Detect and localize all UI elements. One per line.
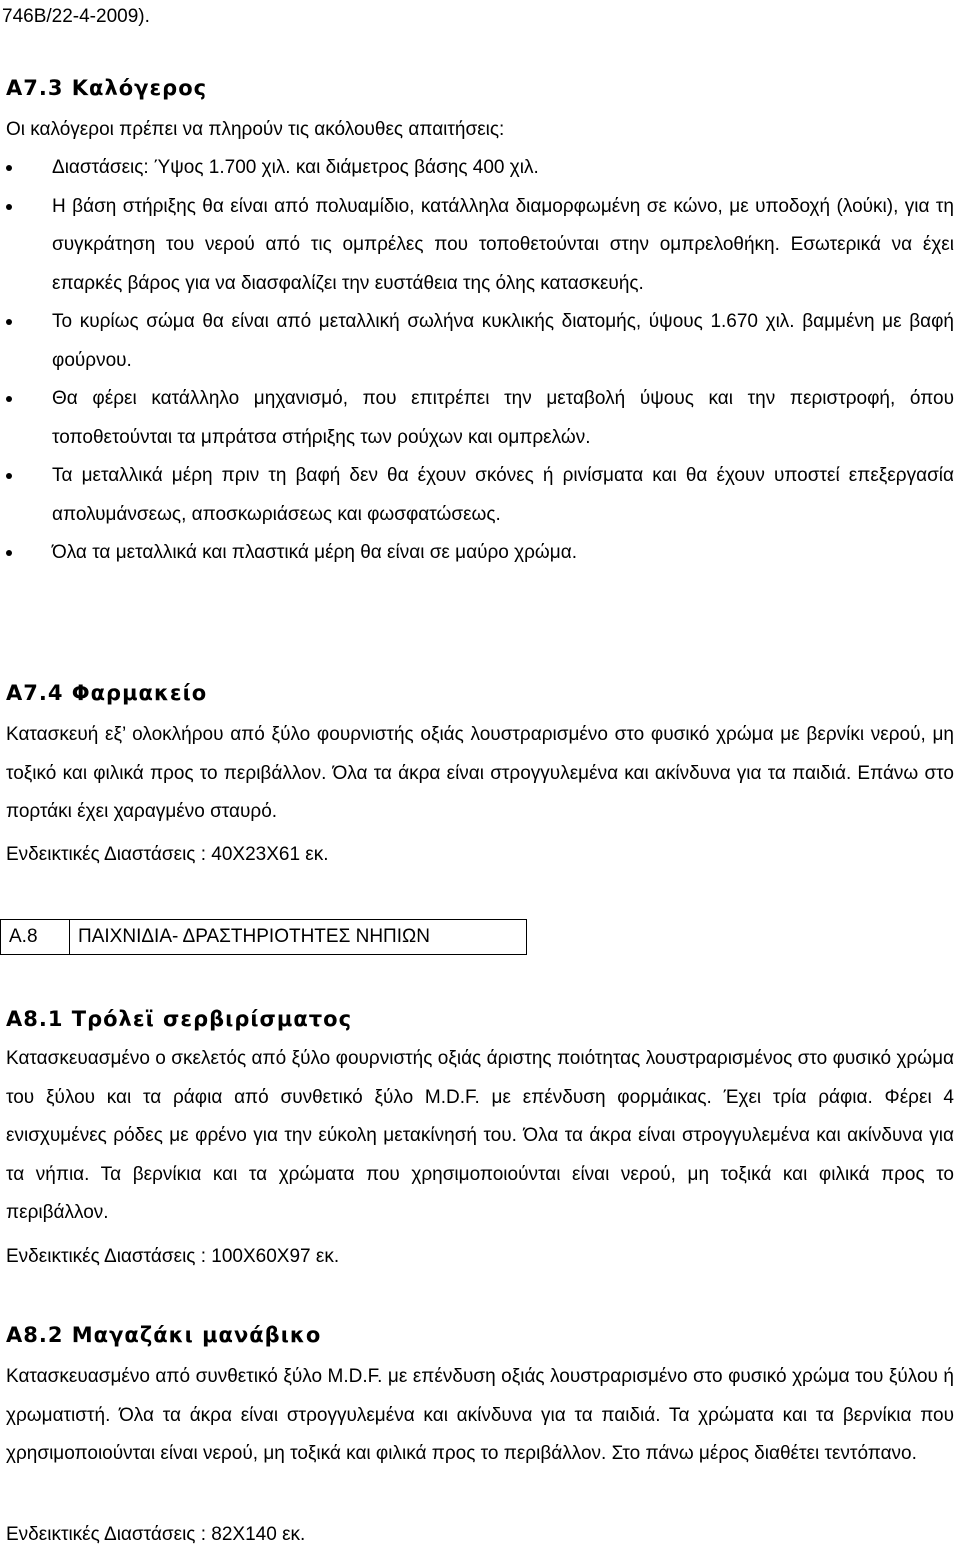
body-text: Κατασκευή εξ’ ολοκλήρου από ξύλο φουρνιστής οξιάς λουστραρισμένο στο φυσικό χρώμα με βερνίκι νερού, μη τοξικό και φιλικά προς το περιβάλλον. Όλα τα άκρα είναι στρογγυλεμένα και ακίνδυνα για τα παιδιά. Επάνω στο πορτάκι έχει χαραγμένο σταυρό. xyxy=(6,724,954,822)
section-intro: Οι καλόγεροι πρέπει να πληρούν τις ακόλουθες απαιτήσεις: xyxy=(6,119,505,140)
section-title-table xyxy=(0,919,527,955)
requirement-item: Όλα τα μεταλλικά και πλαστικά μέρη θα είναι σε μαύρο χρώμα. xyxy=(6,534,954,573)
requirements-list xyxy=(6,149,954,573)
page-header-fragment: 746Β/22-4-2009). xyxy=(2,6,150,27)
requirement-item: Διαστάσεις: Ύψος 1.700 χιλ. και διάμετρος βάσης 400 χιλ. xyxy=(6,149,954,188)
requirement-item: Τα μεταλλικά μέρη πριν τη βαφή δεν θα έχουν σκόνες ή ρινίσματα και θα έχουν υποστεί επεξεργασία απολυμάνσεως, αποσκωριάσεως και φωσφατώσεως. xyxy=(6,457,954,534)
subsection-heading-a8-2: Α8.2 Μαγαζάκι μανάβικο xyxy=(6,1323,322,1347)
requirement-item: Η βάση στήριξης θα είναι από πολυαμίδιο, κατάλληλα διαμορφωμένη σε κώνο, με υποδοχή (λούκι), για τη συγκράτηση του νερού από τις ομπρέλες που τοποθετούνται στην ομπρελοθήκη. Εσωτερικά να έχει επαρκές βάρος για να διασφαλίζει την ευστάθεια της όλης κατασκευής. xyxy=(6,188,954,304)
section-heading-a7-4: Α7.4 Φαρμακείο xyxy=(6,681,208,705)
dimensions-a8-1: Ενδεικτικές Διαστάσεις : 100Χ60Χ97 εκ. xyxy=(6,1246,340,1267)
subsection-body-a8-1: Κατασκευασμένο ο σκελετός από ξύλο φουρνιστής οξιάς άριστης ποιότητας λουστραρισμένος στο φυσικό χρώμα του ξύλου και τα ράφια από συνθετικό ξύλο M.D.F. με επένδυση φορμάικας. Έχει τρία ράφια. Φέρει 4 ενισχυμένες ρόδες με φρένο για την εύκολη μετακίνησή του. Όλα τα άκρα είναι στρογγυλεμένα και ακίνδυνα για τα νήπια. Τα βερνίκια και τα χρώματα που χρησιμοποιούνται είναι νερού, μη τοξικά και φιλικά προς το περιβάλλον. xyxy=(6,1048,954,1223)
subsection-body-a8-2: Κατασκευασμένο από συνθετικό ξύλο M.D.F. με επένδυση οξιάς λουστραρισμένο στο φυσικό χρώμα του ξύλου ή χρωματιστή. Όλα τα άκρα είναι στρογγυλεμένα και ακίνδυνα για τα παιδιά. Τα χρώματα και τα βερνίκια που χρησιμοποιούνται είναι νερού, μη τοξικά και φιλικά προς το περιβάλλον. Στο πάνω μέρος διαθέτει τεντόπανο. xyxy=(6,1366,954,1464)
requirement-item: Το κυρίως σώμα θα είναι από μεταλλική σωλήνα κυκλικής διατομής, ύψους 1.670 χιλ. βαμμένη με βαφή φούρνου. xyxy=(6,303,954,380)
dimensions-a8-2: Ενδεικτικές Διαστάσεις : 82Χ140 εκ. xyxy=(6,1524,306,1545)
section-heading-a7-3: Α7.3 Καλόγερος xyxy=(6,76,208,100)
section-title: ΠΑΙΧΝΙΔΙΑ- ΔΡΑΣΤΗΡΙΟΤΗΤΕΣ ΝΗΠΙΩΝ xyxy=(70,920,527,955)
section-code: Α.8 xyxy=(1,920,70,955)
requirement-item: Θα φέρει κατάλληλο μηχανισμό, που επιτρέπει την μεταβολή ύψους και την περιστροφή, όπου τοποθετούνται τα μπράτσα στήριξης των ρούχων και ομπρελών. xyxy=(6,380,954,457)
dimensions-a7-4: Ενδεικτικές Διαστάσεις : 40Χ23Χ61 εκ. xyxy=(6,844,329,865)
section-body-a7-4 xyxy=(6,690,954,832)
subsection-heading-a8-1: Α8.1 Τρόλεϊ σερβιρίσματος xyxy=(6,1007,353,1031)
